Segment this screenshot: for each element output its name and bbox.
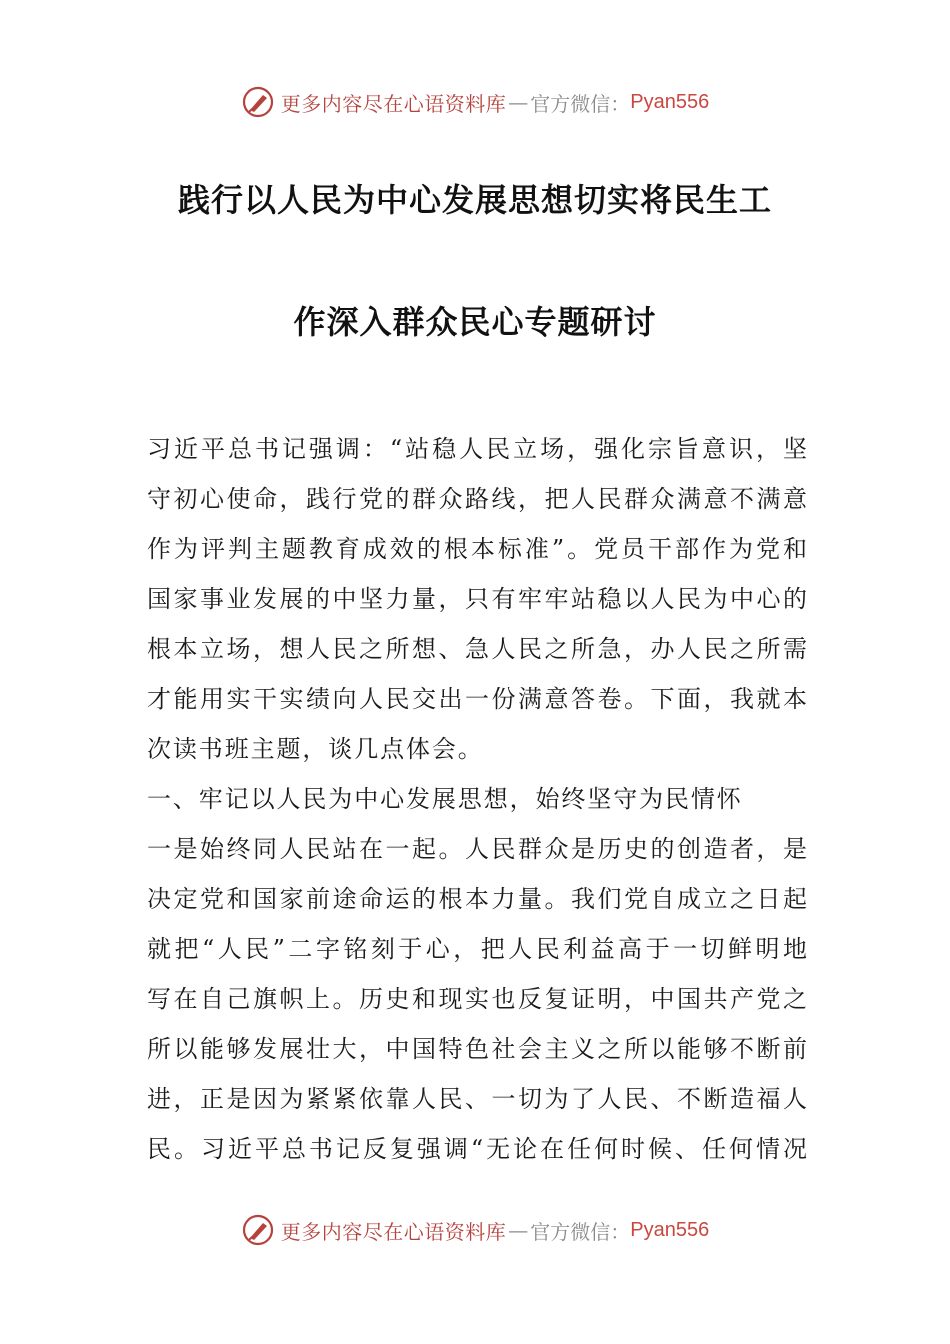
footer-watermark-banner [0,1210,950,1250]
body-line: 次读书班主题，谈几点体会。 [147,735,484,763]
body-line: 写在自己旗帜上。历史和现实也反复证明，中国共产党之 [147,985,807,1013]
body-line: 就把“人民”二字铭刻于心，把人民利益高于一切鲜明地 [147,935,807,963]
pen-logo-icon [241,1213,275,1247]
body-line: 作为评判主题教育成效的根本标准”。党员干部作为党和 [147,535,807,563]
banner-wechat-id: Pyan556 [630,90,710,113]
banner-main-text: 更多内容尽在心语资料库 [280,1219,507,1244]
body-line: 国家事业发展的中坚力量，只有牢牢站稳以人民为中心的 [147,585,807,613]
body-line: 所以能够发展壮大，中国特色社会主义之所以能够不断前 [147,1035,807,1063]
pen-logo-icon [241,85,275,119]
banner-separator: — [508,90,529,114]
body-line: 习近平总书记强调：“站稳人民立场，强化宗旨意识，坚 [147,435,807,463]
banner-separator: — [508,1218,529,1242]
banner-wechat-id: Pyan556 [630,1218,710,1241]
body-line: 根本立场，想人民之所想、急人民之所急，办人民之所需 [147,635,807,663]
header-watermark-banner [0,82,950,122]
body-line: 民。习近平总书记反复强调“无论在任何时候、任何情况 [147,1135,807,1163]
body-line: 守初心使命，践行党的群众路线，把人民群众满意不满意 [147,485,807,513]
banner-wechat-label: 官方微信： [530,91,631,116]
document-title-line-2: 作深入群众民心专题研讨 [293,303,657,341]
banner-wechat-label: 官方微信： [530,1219,631,1244]
body-line: 决定党和国家前途命运的根本力量。我们党自成立之日起 [147,885,807,913]
body-line: 一是始终同人民站在一起。人民群众是历史的创造者，是 [147,835,807,863]
body-line: 才能用实干实绩向人民交出一份满意答卷。下面，我就本 [147,685,807,713]
section-heading: 一、牢记以人民为中心发展思想，始终坚守为民情怀 [147,785,743,813]
document-title-line-1: 践行以人民为中心发展思想切实将民生工 [177,181,772,219]
document-body [147,424,807,1174]
body-line: 进，正是因为紧紧依靠人民、一切为了人民、不断造福人 [147,1085,807,1113]
banner-main-text: 更多内容尽在心语资料库 [280,91,507,116]
